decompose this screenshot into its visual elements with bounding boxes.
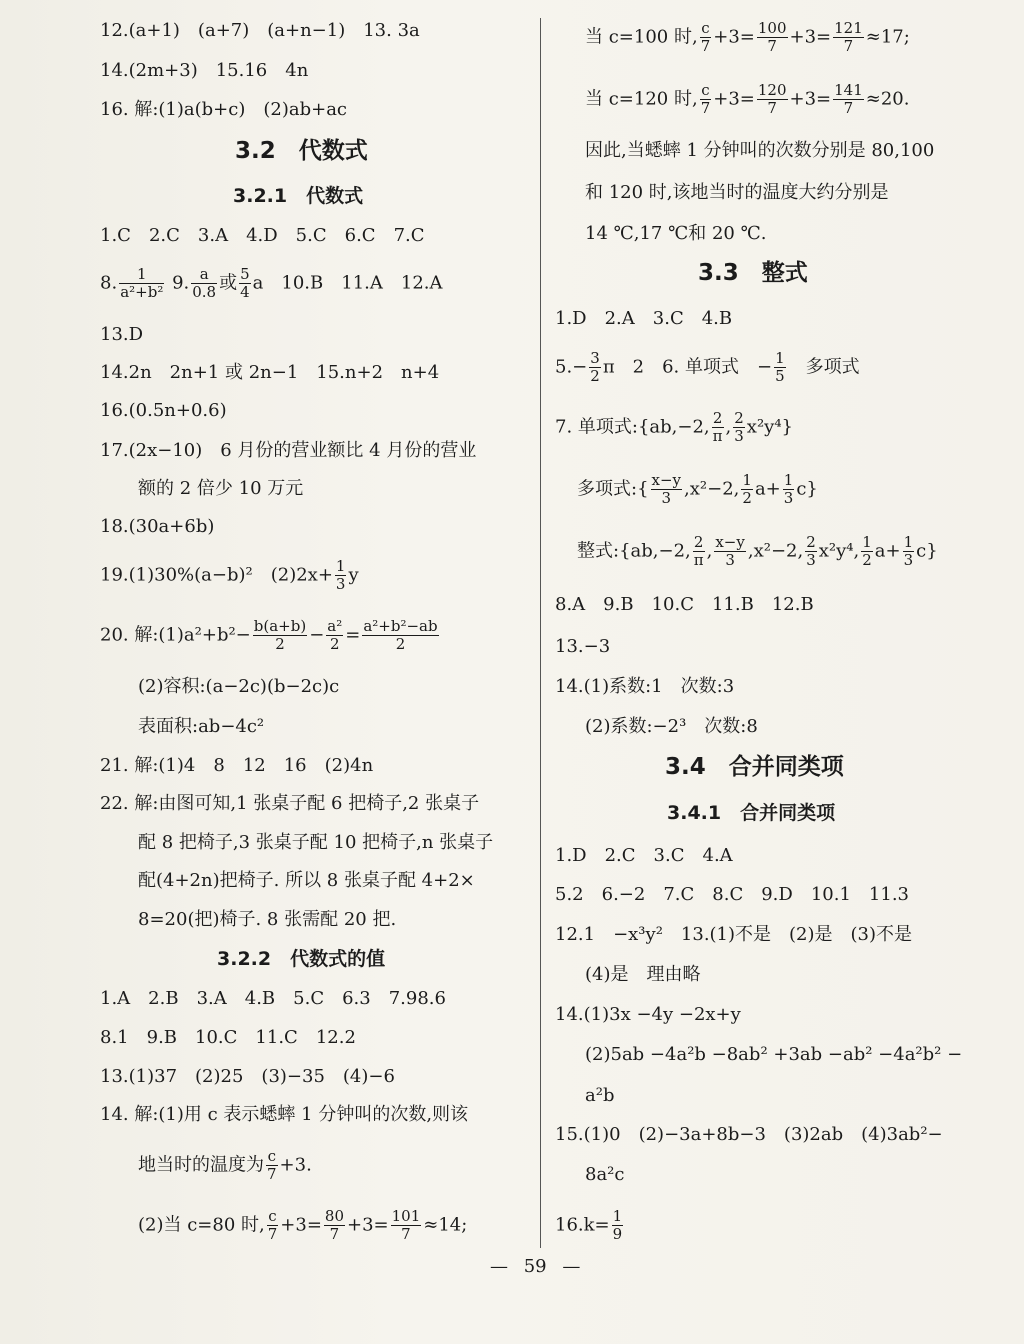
answer-line: 17.(2x−10) 6 月份的营业额比 4 月份的营业 [100, 440, 477, 461]
fraction: $\frac{2}{3}$ [734, 409, 744, 445]
text: y [348, 564, 359, 586]
fraction: $\frac{121}{7}$ [834, 19, 863, 55]
answer-line: 16. 解:(1)a(b+c) (2)ab+ac [100, 99, 348, 120]
fraction: $\frac{1}{2}$ [742, 471, 752, 507]
answer-line: 1.D 2.A 3.C 4.B [555, 308, 733, 329]
fraction: $\frac{2}{\pi}$ [693, 533, 704, 569]
text: − [309, 624, 325, 646]
answer-line: (2)系数:−2³ 次数:8 [585, 716, 758, 737]
answer-line: 8.1 9.B 10.C 11.C 12.2 [100, 1027, 356, 1048]
answer-line [555, 1208, 625, 1243]
answer-line: 因此,当蟋蟀 1 分钟叫的次数分别是 80,100 [585, 140, 935, 161]
page-number [490, 1256, 580, 1277]
text: +3= [789, 88, 832, 110]
text: 5.− [555, 356, 588, 378]
answer-line: 额的 2 倍少 10 万元 [138, 478, 304, 499]
fraction: $\frac{141}{7}$ [834, 81, 863, 117]
answer-line: 8.A 9.B 10.C 11.B 12.B [555, 594, 814, 615]
fraction: $\frac{\text{a²+b²−ab}}{2}$ [363, 617, 438, 653]
answer-line: 5.2 6.−2 7.C 8.C 9.D 10.1 11.3 [555, 884, 909, 905]
text: 多项式:{ [577, 478, 649, 500]
answer-line: 1.A 2.B 3.A 4.B 5.C 6.3 7.98.6 [100, 988, 446, 1009]
answer-line: 13.(1)37 (2)25 (3)−35 (4)−6 [100, 1066, 395, 1087]
text: 16.k= [555, 1214, 610, 1236]
text: +3= [347, 1214, 389, 1236]
fraction: $\frac{1}{3}$ [783, 471, 794, 507]
answer-line: (4)是 理由略 [585, 964, 701, 985]
answer-line [577, 472, 818, 507]
fraction: $\frac{100}{7}$ [757, 19, 787, 55]
text: 多项式 [787, 356, 860, 378]
text: , [706, 540, 713, 562]
text: 或 [219, 272, 238, 294]
answer-line: 配 8 把椅子,3 张桌子配 10 把椅子,n 张桌子 [138, 832, 494, 853]
text: 当 c=100 时, [585, 26, 698, 48]
text: ≈20. [865, 88, 910, 110]
fraction: $\frac{1}{3}$ [335, 557, 346, 593]
text: +3= [280, 1214, 322, 1236]
text: +3= [713, 88, 755, 110]
fraction: $\frac{2}{3}$ [806, 533, 816, 569]
answer-line [100, 558, 359, 593]
dash: — [490, 1256, 508, 1277]
subsection-heading: 3.2.1 代数式 [233, 185, 364, 207]
answer-line [100, 266, 443, 301]
text: c} [916, 540, 938, 562]
dash: — [562, 1256, 581, 1277]
answer-line: 12.1 −x³y² 13.(1)不是 (2)是 (3)不是 [555, 924, 913, 945]
fraction: $\frac{101}{7}$ [391, 1207, 421, 1243]
answer-line: 18.(30a+6b) [100, 516, 215, 537]
text: a+ [874, 540, 901, 562]
column-divider [540, 18, 541, 1248]
fraction: $\frac{c}{7}$ [700, 81, 711, 117]
answer-line: 13.D [100, 324, 144, 345]
section-heading: 3.3 整式 [698, 260, 808, 286]
answer-line: 16.(0.5n+0.6) [100, 400, 227, 421]
answer-line [585, 20, 910, 55]
subsection-heading: 3.2.2 代数式的值 [217, 948, 386, 970]
fraction: $\frac{a}{0.8}$ [192, 265, 217, 301]
answer-line: 8a²c [585, 1164, 625, 1185]
answer-line: (2)5ab −4a²b −8ab² +3ab −ab² −4a²b² − [585, 1044, 963, 1065]
text: ,x²−2, [684, 478, 740, 500]
fraction: $\frac{80}{7}$ [324, 1207, 344, 1243]
text: 8. [100, 272, 118, 294]
text: +3= [713, 26, 755, 48]
page-number-value: 59 [523, 1256, 547, 1277]
text: +3. [279, 1154, 312, 1176]
text: ≈14; [423, 1214, 468, 1236]
text: a+ [754, 478, 781, 500]
answer-line: 1.C 2.C 3.A 4.D 5.C 6.C 7.C [100, 225, 425, 246]
answer-line: 14.2n 2n+1 或 2n−1 15.n+2 n+4 [100, 362, 440, 383]
text: 20. 解:(1)a²+b²− [100, 624, 251, 646]
fraction: $\frac{b(a+b)}{2}$ [253, 617, 307, 653]
text: π 2 6. 单项式 − [602, 356, 773, 378]
fraction: $\frac{120}{7}$ [757, 81, 787, 117]
fraction: $\frac{\text{a²}}{2}$ [327, 617, 343, 653]
text: 地当时的温度为 [138, 1154, 264, 1176]
answer-line: 14 ℃,17 ℃和 20 ℃. [585, 223, 767, 244]
answer-line: 表面积:ab−4c² [138, 716, 265, 737]
text: x²y⁴} [746, 416, 794, 438]
text: c} [796, 478, 818, 500]
answer-line [138, 1208, 467, 1243]
answer-line: 配(4+2n)把椅子. 所以 8 张桌子配 4+2× [138, 870, 475, 891]
text: 19.(1)30%(a−b)² (2)2x+ [100, 564, 333, 586]
fraction: $\frac{c}{7}$ [700, 19, 711, 55]
fraction: $\frac{x-y}{3}$ [715, 533, 745, 569]
answer-line [138, 1148, 312, 1183]
text: , [725, 416, 732, 438]
text: +3= [789, 26, 832, 48]
text: a 10.B 11.A 12.A [252, 272, 443, 294]
answer-line [577, 534, 938, 569]
answer-line: 14.(2m+3) 15.16 4n [100, 60, 309, 81]
section-heading: 3.4 合并同类项 [665, 754, 844, 780]
text: x²y⁴, [818, 540, 860, 562]
answer-line: 14.(1)系数:1 次数:3 [555, 676, 735, 697]
text: 整式:{ab,−2, [577, 540, 691, 562]
fraction: $\frac{1}{2}$ [862, 533, 872, 569]
answer-line: 14. 解:(1)用 c 表示蟋蟀 1 分钟叫的次数,则该 [100, 1104, 469, 1125]
answer-line: 1.D 2.C 3.C 4.A [555, 845, 733, 866]
answer-line: 13.−3 [555, 636, 611, 657]
fraction: $\frac{1}{9}$ [612, 1207, 623, 1243]
answer-line: 14.(1)3x −4y −2x+y [555, 1004, 741, 1025]
text: ≈17; [865, 26, 910, 48]
fraction: $\frac{1}{5}$ [775, 349, 785, 385]
fraction: $\frac{2}{\pi}$ [712, 409, 723, 445]
answer-line: 21. 解:(1)4 8 12 16 (2)4n [100, 755, 374, 776]
text: 9. [172, 272, 190, 294]
answer-line: a²b [585, 1085, 615, 1106]
text: = [345, 624, 361, 646]
answer-line: 15.(1)0 (2)−3a+8b−3 (3)2ab (4)3ab²− [555, 1124, 943, 1145]
fraction: $\frac{1}{3}$ [903, 533, 914, 569]
answer-line: 和 120 时,该地当时的温度大约分别是 [585, 182, 889, 203]
text: ,x²−2, [747, 540, 804, 562]
answer-line: (2)容积:(a−2c)(b−2c)c [138, 676, 340, 697]
answer-line [585, 82, 909, 117]
section-heading: 3.2 代数式 [235, 138, 368, 164]
answer-line: 22. 解:由图可知,1 张桌子配 6 把椅子,2 张桌子 [100, 793, 480, 814]
fraction: $\frac{c}{7}$ [267, 1207, 278, 1243]
subsection-heading: 3.4.1 合并同类项 [667, 802, 836, 824]
fraction: $\frac{c}{7}$ [267, 1147, 277, 1183]
answer-line: 12.(a+1) (a+7) (a+n−1) 13. 3a [100, 20, 420, 41]
fraction: $\frac{x-y}{3}$ [651, 471, 682, 507]
fraction: $\frac{5}{4}$ [240, 265, 250, 301]
answer-line: 8=20(把)椅子. 8 张需配 20 把. [138, 909, 397, 930]
fraction: $\frac{1}{\text{a²+b²}}$ [120, 265, 164, 301]
answer-line [555, 410, 793, 445]
text: 7. 单项式:{ab,−2, [555, 416, 710, 438]
answer-line [555, 350, 860, 385]
text: (2)当 c=80 时, [138, 1214, 265, 1236]
text: 当 c=120 时, [585, 88, 698, 110]
fraction: $\frac{3}{2}$ [590, 349, 600, 385]
answer-line [100, 618, 441, 653]
